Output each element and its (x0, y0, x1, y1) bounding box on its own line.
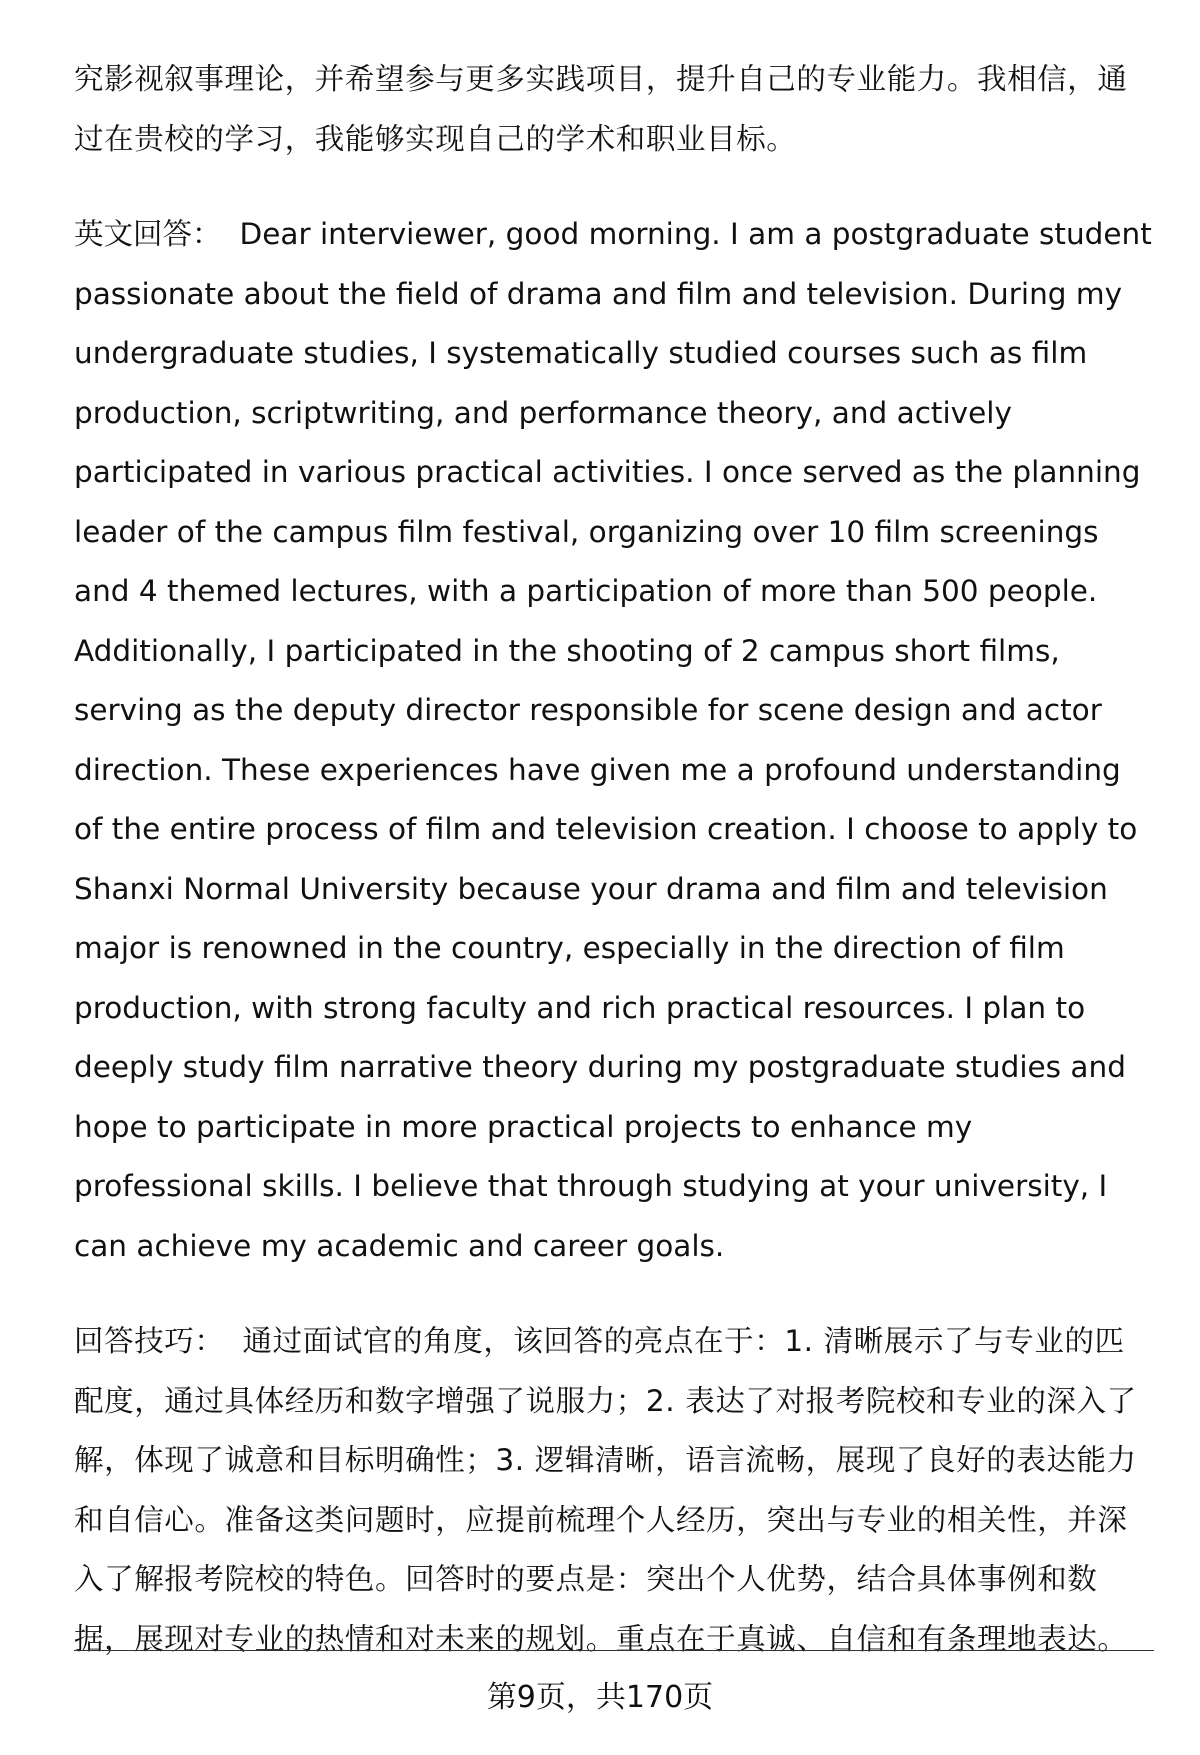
paragraph-label: 英文回答： (74, 217, 222, 251)
paragraph-english-answer (74, 205, 1154, 1276)
paragraph-text: Dear interviewer, good morning. I am a postgraduate student passionate about the field of drama and film and television. During my undergraduate studies, I systematically studied courses such as film production, scriptwriting, and performance theory, and actively participated in various practical activities. I once served as the planning leader of the campus film festival, organizing over 10 film screenings and 4 themed lectures, with a participation of more than 500 people. Additionally, I participated in the shooting of 2 campus short films, serving as the deputy director responsible for scene design and actor direction. These experiences have given me a profound understanding of the entire process of film and television creation. I choose to apply to Shanxi Normal University because your drama and film and television major is renowned in the country, especially in the direction of film production, with strong faculty and rich practical resources. I plan to deeply study film narrative theory during my postgraduate studies and hope to participate in more practical projects to enhance my professional skills. I believe that through studying at your university, I can achieve my academic and career goals. (74, 217, 1152, 1263)
page-number: 第9页，共170页 (486, 1680, 714, 1715)
paragraph-answer-tips (74, 1312, 1154, 1669)
paragraph-label: 回答技巧： (74, 1324, 225, 1358)
document-body (74, 50, 1154, 1705)
paragraph-intro-continuation (74, 50, 1154, 169)
footer-divider (74, 1650, 1154, 1651)
paragraph-text: 究影视叙事理论，并希望参与更多实践项目，提升自己的专业能力。我相信，通过在贵校的学习，我能够实现自己的学术和职业目标。 (74, 62, 1128, 156)
paragraph-text: 通过面试官的角度，该回答的亮点在于：1. 清晰展示了与专业的匹配度，通过具体经历和数字增强了说服力；2. 表达了对报考院校和专业的深入了解，体现了诚意和目标明确性；3. 逻辑清晰，语言流畅，展现了良好的表达能力和自信心。准备这类问题时，应提前梳理个人经历，突出与专业的相关性，并深入了解报考院校的特色。回答时的要点是：突出个人优势，结合具体事例和数据，展现对专业的热情和对未来的规划。重点在于真诚、自信和有条理地表达。 (74, 1324, 1137, 1656)
